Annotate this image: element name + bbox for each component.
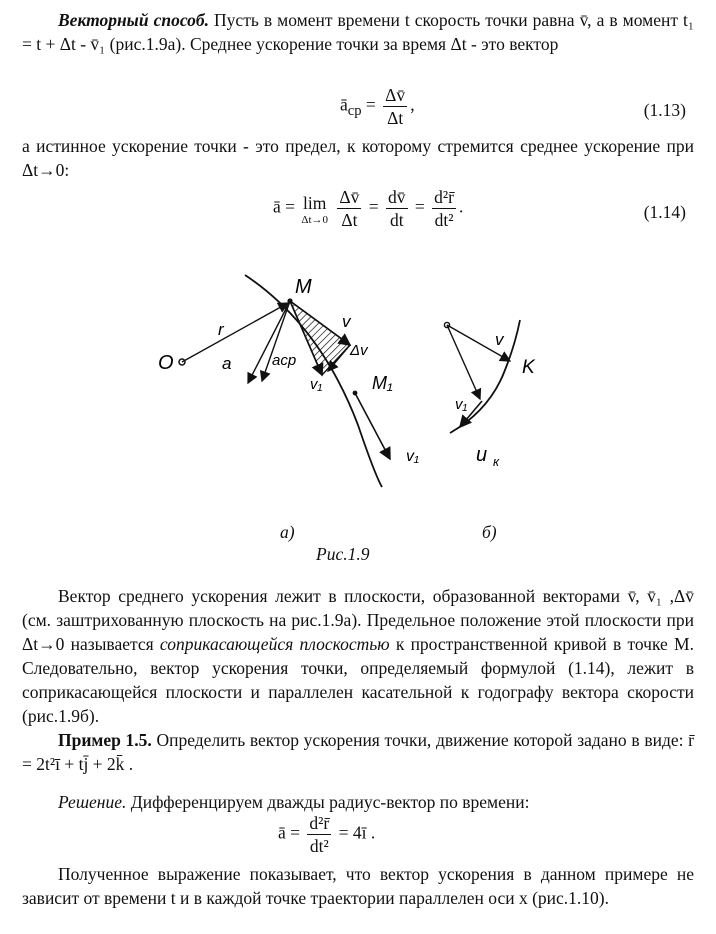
label-M1: M₁ (372, 373, 393, 393)
panel-b-hodograph (444, 320, 536, 469)
eq-comma: , (410, 94, 415, 115)
eq-fraction (383, 84, 407, 129)
panel-a-diagram (158, 275, 419, 487)
eq-num-2: dv̄ (388, 187, 406, 207)
label-K: K (522, 357, 535, 378)
eq-equals: = (365, 94, 376, 115)
eq-denominator: dt² (309, 836, 329, 856)
example-heading: Пример 1.5. (58, 730, 152, 750)
eq-fraction-3 (432, 186, 456, 231)
equation-1-13 (340, 84, 415, 129)
eq-lhs-sub: ср (347, 103, 362, 120)
point-M (287, 298, 292, 303)
paragraph-true-acceleration: а истинное ускорение точки - это предел, к которому стремится среднее ускорение при Δt→0: (22, 136, 694, 180)
figure-caption: Рис.1.9 (316, 544, 370, 564)
paragraph-text: Вектор среднего ускорения лежит в плоскости, образованной векторами v̄, v̄₁ ,Δv̄ (см. заштрихованную плоскость на рис.1.9а). Предельное положение этой плоскости при Δt→0 называется (22, 586, 694, 654)
eq-fraction-2 (386, 186, 408, 231)
equation-number-1-13: (1.13) (643, 100, 686, 120)
paragraph-osculating-plane (22, 584, 694, 728)
label-hodo-v1: v₁ (455, 396, 468, 413)
eq-numerator: Δv̄ (385, 85, 406, 105)
mean-acceleration-vector (262, 301, 290, 381)
label-u-sub: к (493, 454, 500, 469)
paragraph-example-1-5 (22, 728, 694, 776)
figure-1-9 (150, 265, 570, 565)
subfigure-label-b: б) (482, 522, 497, 542)
label-a: a (222, 354, 232, 373)
label-v1: v₁ (310, 376, 323, 393)
label-O: O (158, 352, 174, 374)
paragraph-conclusion: Полученное выражение показывает, что вектор ускорения в данном примере не зависит от времени t и в каждой точке траектории параллелен оси x (рис.1.10). (22, 864, 694, 908)
eq-fraction (307, 812, 331, 857)
example-text: Определить вектор ускорения точки, движение которой задано в виде: r̄ = 2t²ī + tj̄ + 2k̄ . (22, 730, 694, 774)
solution-text: Дифференцируем дважды радиус-вектор по времени: (126, 792, 530, 812)
label-M: M (295, 276, 312, 298)
equation-1-14 (273, 186, 463, 231)
eq-equals-2: = (414, 196, 425, 217)
label-u: u (476, 444, 488, 466)
paragraph-vector-method (22, 8, 694, 56)
eq-rhs: = 4ī . (338, 822, 376, 843)
eq-lim-sub: Δt→0 (301, 213, 329, 226)
eq-den-3: dt² (434, 210, 454, 230)
velocity-v1-at-M1 (355, 393, 390, 459)
hodograph-v1-vector (447, 325, 480, 399)
eq-den-1: Δt (341, 210, 358, 230)
label-a-cp: aср (272, 352, 297, 369)
equation-number-1-14: (1.14) (643, 202, 686, 222)
eq-lhs: ā (340, 94, 348, 115)
eq-numerator: d²r̄ (309, 813, 330, 833)
hodograph-curve (450, 320, 520, 433)
section-title: Векторный способ. (58, 10, 210, 30)
label-v1-at-M1: v₁ (406, 448, 420, 465)
eq-num-1: Δv̄ (339, 187, 360, 207)
label-v: v (342, 312, 351, 331)
eq-lhs: ā = (278, 822, 301, 843)
eq-den-2: dt (389, 210, 404, 230)
eq-equals-1: = (368, 196, 379, 217)
eq-period: . (459, 196, 464, 217)
eq-limit (301, 192, 328, 226)
eq-fraction-1 (337, 186, 361, 231)
paragraph-text-cont: к пространственной кривой в точке М. Следовательно, вектор ускорения точки, определяемый формулой (1.14), лежит в соприкасающейся плоскости и параллелен касательной к годографу вектора скорости (рис.1.9б). (22, 634, 694, 726)
label-delta-v: Δv (350, 342, 368, 359)
equation-example (278, 812, 375, 857)
eq-lim: lim (303, 192, 327, 213)
eq-denominator: Δt (387, 108, 404, 128)
label-hodo-v: v (495, 330, 504, 349)
paragraph-text: Пусть в момент времени t скорость точки равна v̄, а в момент t₁ = t + Δt - v̄₁ (рис.1.9а). Среднее ускорение точки за время Δt - это вектор (22, 10, 694, 54)
eq-num-3: d²r̄ (434, 187, 454, 207)
eq-lhs: ā = (273, 196, 296, 217)
solution-label: Решение. (58, 792, 127, 812)
term-osculating-plane: соприкасающейся плоскостью (159, 634, 390, 654)
label-r: r (218, 320, 224, 339)
subfigure-label-a: а) (280, 522, 295, 542)
paragraph-solution (22, 790, 694, 814)
